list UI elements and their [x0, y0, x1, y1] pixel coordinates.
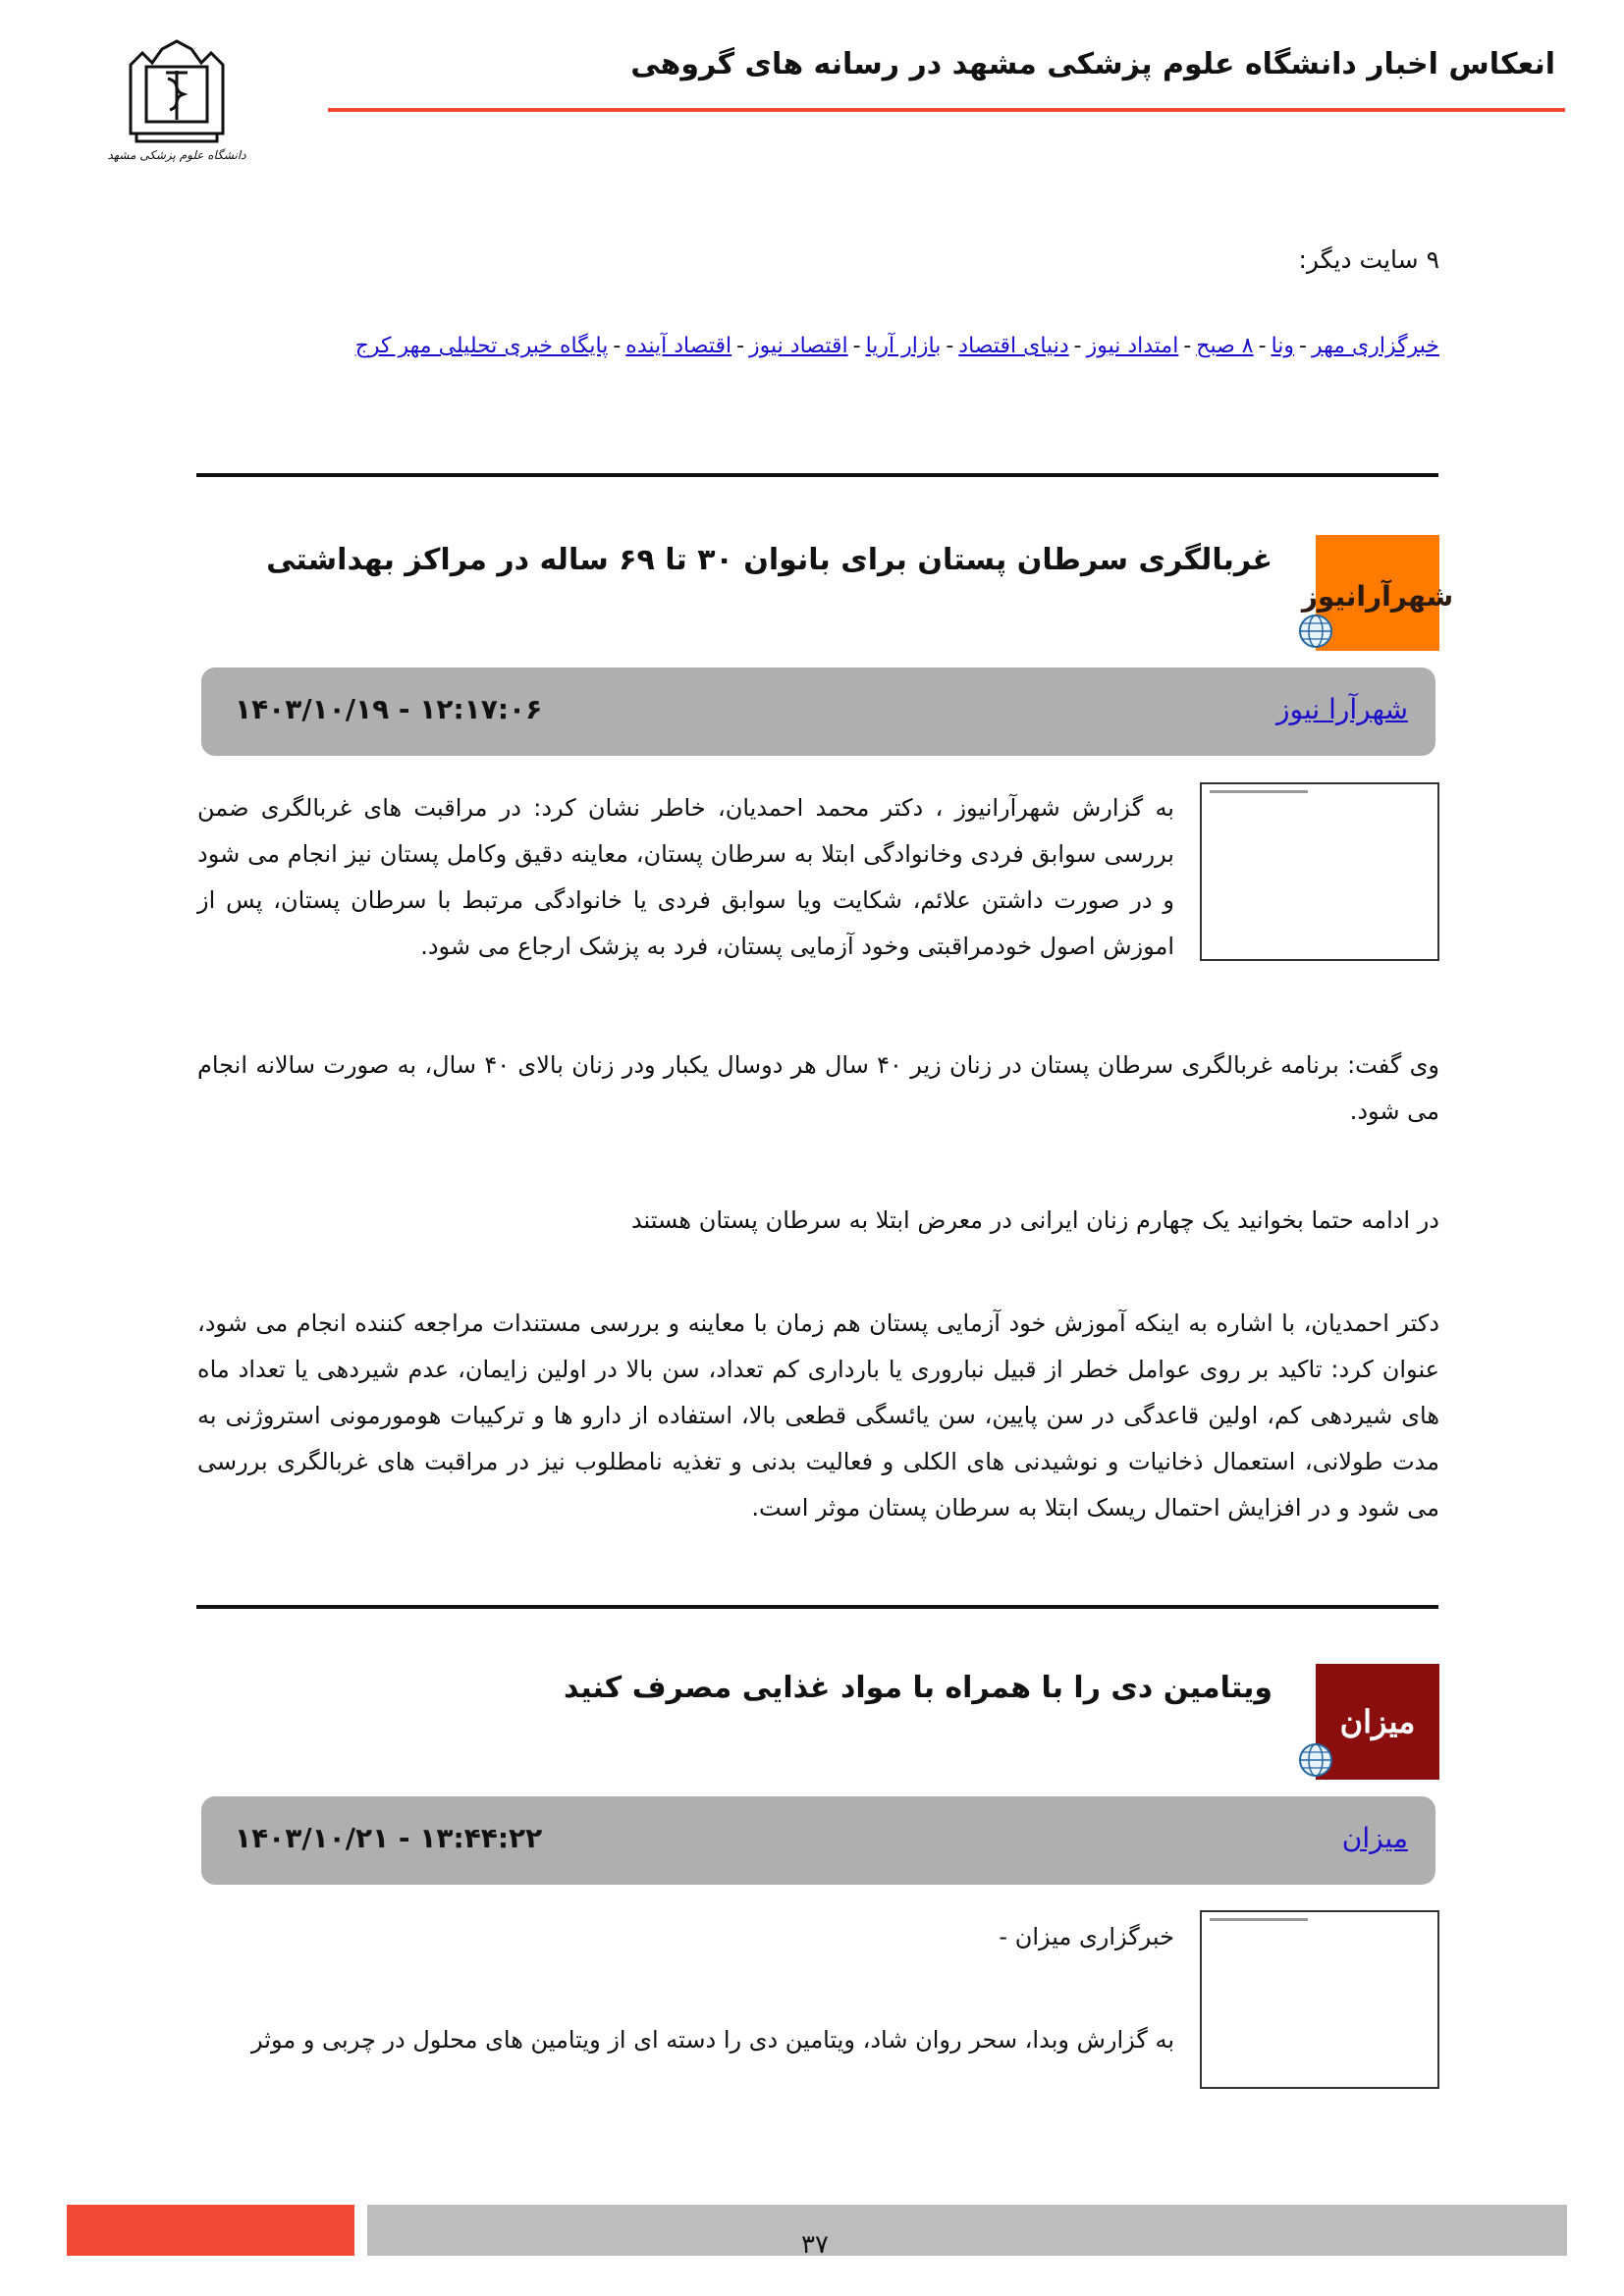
link-separator: -: [1183, 334, 1192, 358]
other-site-link[interactable]: اقتصاد آینده: [625, 334, 732, 358]
link-separator: -: [613, 334, 622, 358]
link-separator: -: [1073, 334, 1082, 358]
mizan-logo: [1316, 1664, 1439, 1780]
publish-datetime: ۱۴۰۳/۱۰/۲۱ - ۱۳:۴۴:۲۲: [235, 1822, 543, 1854]
article-title: غربالگری سرطان پستان برای بانوان ۳۰ تا ۶۹ ساله در مراکز بهداشتی: [266, 543, 1272, 577]
link-separator: -: [1299, 334, 1307, 358]
article-paragraph: دکتر احمدیان، با اشاره به اینکه آموزش خود آزمایی پستان هم زمان با معاینه و بررسی مستندات مراجعه کننده انجام می شود، عنوان کرد: تاکید بر روی عوامل خطر از قبیل نباروری یا بارداری کم تعداد، سن بالا در اولین زایمان، عدم شیردهی یا تعداد ماه های شیردهی کم، اولین قاعدگی در سن پایین، سن یائسگی قطعی بالا، استفاده از دارو ها و ترکیبات هومورمونی استروژنی به مدت طولانی، استعمال ذخانیات و نوشیدنی های الکلی و فعالیت بدنی و تغذیه نامطلوب نیز در مراقبت های غربالگری بررسی می شود و در افزایش احتمال ریسک ابتلا به سرطان پستان موثر است.: [197, 1309, 1439, 1522]
article-paragraph: به گزارش شهرآرانیوز ، دکتر محمد احمدیان، خاطر نشان کرد: در مراقبت های غربالگری ضمن بررسی سوابق فردی وخانوادگی ابتلا به سرطان پستان، معاینه دقیق وکامل پستان نیز انجام می شود و در صورت داشتن علائم، شکایت ویا سوابق فردی یا خانوادگی مرتبط با سرطان پستان، پس از اموزش اصول خودمراقبتی وخود آزمایی پستان، فرد به پزشک ارجاع می شود.: [197, 794, 1174, 960]
source-link[interactable]: شهرآرا نیوز: [1275, 693, 1408, 725]
other-site-link[interactable]: بازار آریا: [865, 334, 942, 358]
footer-bar: [367, 2205, 1567, 2256]
article-thumbnail: [1200, 1910, 1439, 2089]
section-divider: [196, 473, 1438, 477]
source-logo-text: شهرآرانیوز: [1301, 580, 1454, 613]
logo-caption: دانشگاه علوم پزشکی مشهد: [107, 148, 246, 162]
article-paragraph: خبرگزاری میزان -: [999, 1923, 1174, 1950]
document-header-title: انعکاس اخبار دانشگاه علوم پزشکی مشهد در رسانه های گروهی: [630, 47, 1555, 81]
other-site-link[interactable]: خبرگزاری مهر: [1311, 334, 1439, 358]
article-title: ویتامین دی را با همراه با مواد غذایی مصرف کنید: [563, 1671, 1272, 1705]
other-site-link[interactable]: اقتصاد نیوز: [749, 334, 848, 358]
article-paragraph: به گزارش وبدا، سحر روان شاد، ویتامین دی را دسته ای از ویتامین های محلول در چربی و موثر: [251, 2026, 1174, 2054]
university-emblem-icon: [107, 37, 246, 165]
article-meta-bar: [201, 1796, 1435, 1885]
other-site-link[interactable]: امتداد نیوز: [1086, 334, 1179, 358]
other-site-link[interactable]: ونا: [1271, 334, 1295, 358]
source-link[interactable]: میزان: [1341, 1822, 1408, 1854]
other-site-link[interactable]: دنیای اقتصاد: [958, 334, 1069, 358]
other-site-link[interactable]: پایگاه خبری تحلیلی مهر کرج: [354, 334, 609, 358]
globe-icon: [1298, 614, 1333, 649]
article-meta-bar: [201, 667, 1435, 756]
source-logo-text: میزان: [1339, 1703, 1416, 1740]
globe-icon: [1298, 1742, 1333, 1778]
section-divider: [196, 1605, 1438, 1609]
link-separator: -: [736, 334, 745, 358]
footer-accent-bar: [67, 2205, 354, 2256]
other-sites-links: [202, 334, 1439, 358]
shahrara-news-logo: [1301, 535, 1454, 651]
article-thumbnail: [1200, 782, 1439, 961]
other-sites-label: ۹ سایت دیگر:: [1298, 245, 1439, 274]
header-divider: [328, 108, 1565, 112]
link-separator: -: [946, 334, 954, 358]
other-site-link[interactable]: ۸ صبح: [1196, 334, 1254, 358]
article-paragraph: در ادامه حتما بخوانید یک چهارم زنان ایرانی در معرض ابتلا به سرطان پستان هستند: [630, 1206, 1439, 1234]
link-separator: -: [852, 334, 861, 358]
article-paragraph: وی گفت: برنامه غربالگری سرطان پستان در زنان زیر ۴۰ سال هر دوسال یکبار ودر زنان بالای ۴۰ سال، به صورت سالانه انجام می شود.: [197, 1051, 1439, 1125]
page-number: ۳۷: [801, 2230, 829, 2260]
link-separator: -: [1258, 334, 1267, 358]
publish-datetime: ۱۴۰۳/۱۰/۱۹ - ۱۲:۱۷:۰۶: [235, 693, 543, 725]
